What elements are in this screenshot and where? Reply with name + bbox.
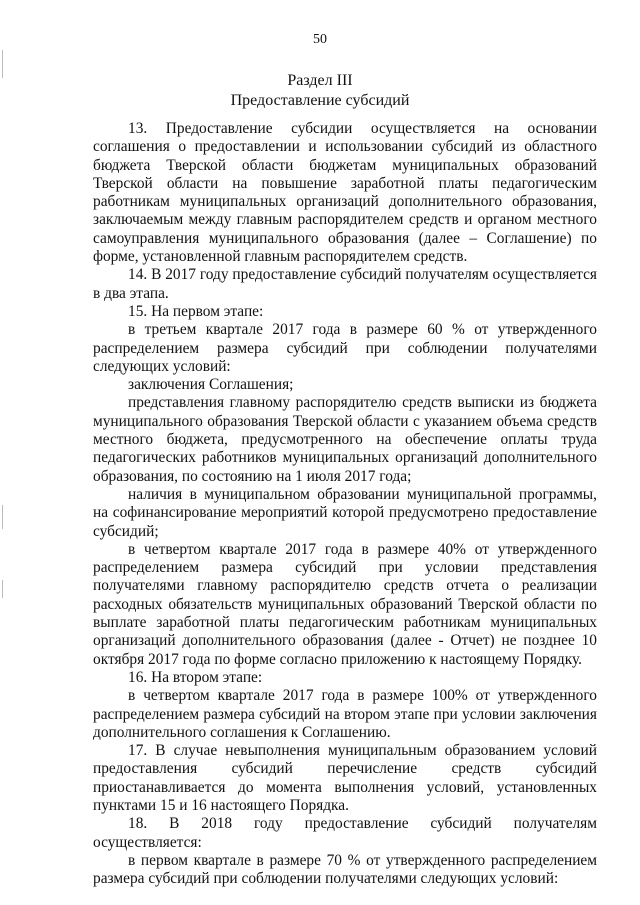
paragraph: в четвертом квартале 2017 года в размере 40% от утвержденного распределением размера субсидий при условии представления получателями главному распорядителю средств отчета о реализации расходных обязательств муниципальных образований Тверской области по выплате заработной платы педагогическим работникам муниципальных организаций дополнительного образования (далее - Отчет) не позднее 10 октября 2017 года по форме согласно приложению к настоящему Порядку.	[93, 540, 597, 668]
paragraph: 18. В 2018 году предоставление субсидий получателям осуществляется:	[93, 815, 597, 851]
page-number: 50	[313, 32, 327, 47]
scan-margin-mark	[2, 580, 3, 598]
scan-margin-mark	[2, 505, 3, 529]
paragraph: 17. В случае невыполнения муниципальным образованием условий предоставления субсидий перечисление средств субсидий приостанавливается до момента выполнения условий, установленных пунктами 15 и 16 настоящего Порядка.	[93, 742, 597, 814]
paragraph: представления главному распорядителю средств выписки из бюджета муниципального образования Тверской области с указанием объема средств местного бюджета, предусмотренного на обеспечение оплаты труда педагогических работников муниципальных организаций дополнительного образования, по состоянию на 1 июля 2017 года;	[93, 394, 597, 485]
paragraph: в первом квартале в размере 70 % от утвержденного распределением размера субсидий при соблюдении получателями следующих условий:	[93, 851, 597, 888]
paragraph: наличия в муниципальном образовании муниципальной программы, на софинансирование мероприятий которой предусмотрено предоставление субсидий;	[93, 485, 597, 540]
paragraph: 13. Предоставление субсидии осуществляется на основании соглашения о предоставлении и использовании субсидий из областного бюджета Тверской области бюджетам муниципальных образований Тверской области на повышение заработной платы педагогическим работникам муниципальных организаций дополнительного образования, заключаемым между главным распорядителем средств и органом местного самоуправления муниципального образования (далее – Соглашение) по форме, установленной главным распорядителем средств.	[93, 120, 597, 266]
document-body	[93, 120, 597, 888]
paragraph: в четвертом квартале 2017 года в размере 100% от утвержденного распределением размера субсидий на втором этапе при условии заключения дополнительного соглашения к Соглашению.	[93, 687, 597, 741]
paragraph: заключения Соглашения;	[128, 376, 294, 394]
section-subtitle: Предоставление субсидий	[230, 92, 410, 109]
section-title: Раздел III	[287, 72, 353, 89]
paragraph: в третьем квартале 2017 года в размере 60 % от утвержденного распределением размера субсидий при соблюдении получателями следующих условий:	[93, 321, 597, 375]
paragraph: 14. В 2017 году предоставление субсидий получателям осуществляется в два этапа.	[93, 266, 598, 302]
paragraph: 15. На первом этапе:	[128, 302, 264, 320]
paragraph: 16. На втором этапе:	[128, 668, 263, 686]
